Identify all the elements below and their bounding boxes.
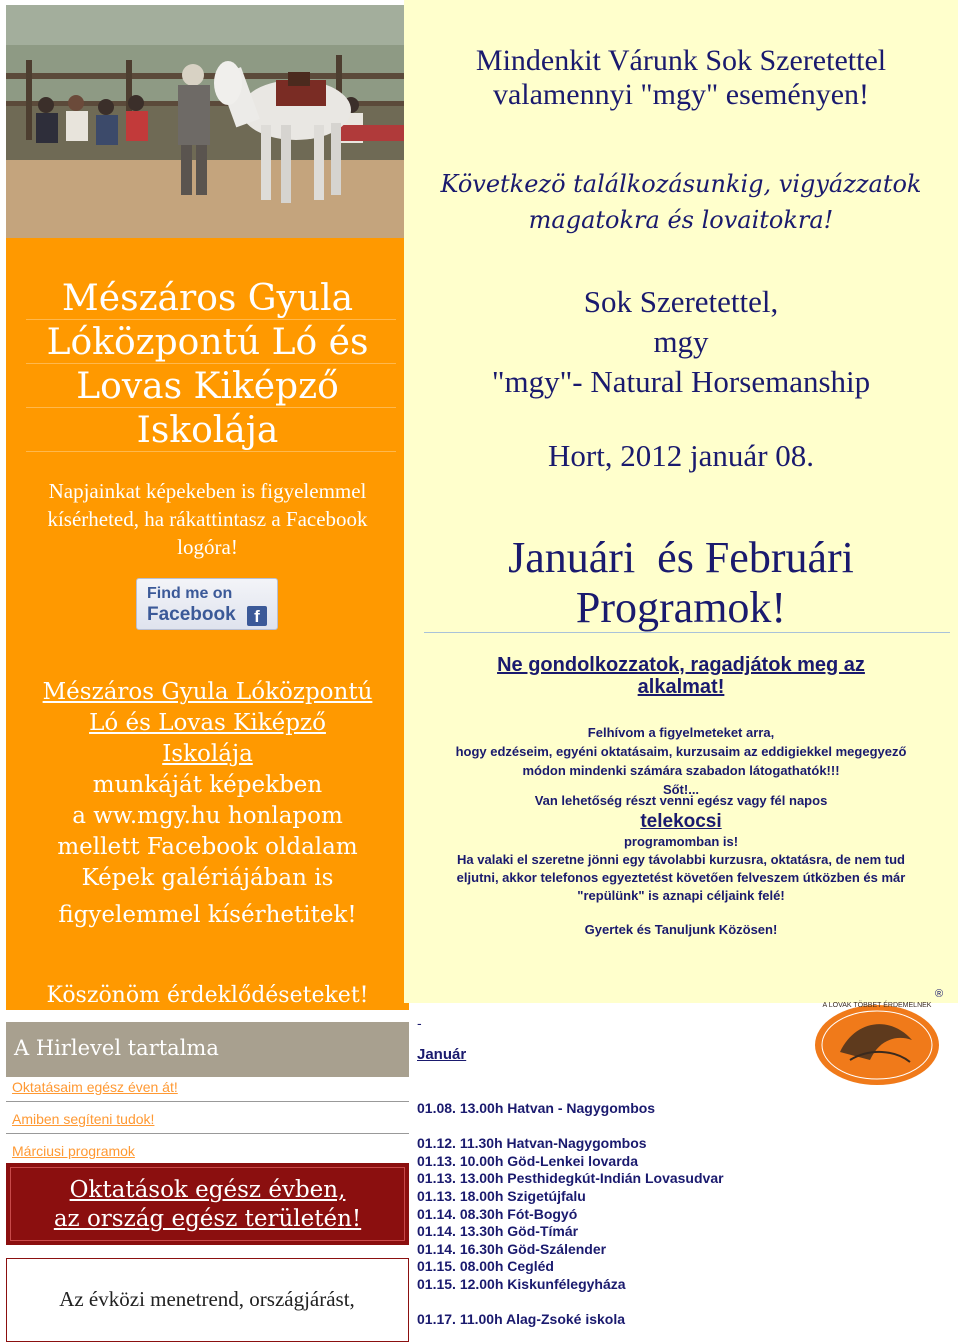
subtitle-line: kísérheted, ha rákattintasz a Facebook — [47, 507, 368, 531]
toc-link-march[interactable]: Márciusi programok — [12, 1143, 135, 1159]
signature — [404, 282, 958, 402]
pickup-text — [404, 851, 958, 905]
gallery-link[interactable]: Mészáros Gyula Lóközpontú — [42, 679, 373, 705]
farewell-text — [404, 166, 958, 238]
divider — [6, 1133, 409, 1134]
banner-title[interactable] — [6, 1176, 409, 1234]
gallery-info — [6, 677, 409, 931]
gallery-text-line: mellett Facebook oldalam — [57, 834, 358, 860]
event-item: 01.13. 18.00h Szigetújfalu — [417, 1188, 586, 1204]
signature-line: Sok Szeretettel, — [583, 284, 779, 319]
badge-facebook-text: Facebook — [147, 604, 236, 625]
event-item: 01.15. 12.00h Kiskunfélegyháza — [417, 1276, 626, 1292]
event-item: 01.12. 11.30h Hatvan-Nagygombos — [417, 1135, 647, 1151]
farewell-line: Következö találkozásunkig, vigyázzatok — [440, 170, 922, 198]
event-item: 01.14. 13.30h Göd-Tímár — [417, 1223, 579, 1239]
event-item: 01.13. 10.00h Göd-Lenkei lovarda — [417, 1153, 638, 1169]
newsletter-toc-header — [6, 1022, 409, 1077]
facebook-badge-button[interactable] — [136, 578, 278, 630]
intro-text — [404, 723, 958, 799]
welcome-line: valamennyi "mgy" eseményen! — [492, 78, 870, 111]
event-item: 01.14. 08.30h Fót-Bogyó — [417, 1206, 578, 1222]
logo-arc-text: A LOVAK TÖBBET ÉRDEMELNEK — [822, 1002, 932, 1009]
left-sidebar — [6, 5, 409, 1010]
title-line: Mészáros Gyula — [61, 278, 354, 319]
pickup-line: eljutni, akkor telefonos egyeztetést követően felveszem útközben és már — [456, 870, 906, 885]
pickup-line: "repülünk" is aznapi céljaink felé! — [577, 888, 785, 903]
programs-heading — [404, 533, 958, 633]
toc-title: A Hirlevel tartalma — [14, 1036, 219, 1060]
heading-line: Januári és Februári — [508, 533, 854, 582]
signature-line: "mgy"- Natural Horsemanship — [491, 364, 871, 399]
brand-logo — [810, 990, 945, 1090]
opportunity-text: Van lehetőség részt venni egész vagy fél napos — [534, 793, 828, 808]
banner-line: Oktatások egész évben, — [69, 1177, 346, 1203]
event-item: 01.17. 11.00h Alag-Zsoké iskola — [417, 1311, 626, 1327]
gallery-text-line: Képek galériájában is — [81, 865, 334, 891]
program-text: programomban is! — [623, 834, 739, 849]
title-line: Iskolája — [136, 410, 279, 451]
event-item: 01.08. 13.00h Hatvan - Nagygombos — [417, 1100, 656, 1116]
badge-find-text: Find me on — [147, 585, 233, 602]
slogan — [404, 654, 958, 698]
itinerary-box — [6, 1258, 409, 1342]
welcome-text — [404, 44, 958, 112]
carpool-link[interactable]: telekocsi — [640, 811, 722, 832]
title-line: Lovas Kiképző — [76, 366, 339, 407]
gallery-text-line: a ww.mgy.hu honlapom — [72, 803, 343, 829]
gallery-link[interactable]: Ló és Lovas Kiképző — [89, 710, 326, 736]
horse-training-photo — [6, 5, 409, 238]
registered-mark: ® — [935, 988, 944, 1000]
main-content — [404, 0, 958, 1003]
date-place: Hort, 2012 január 08. — [547, 438, 815, 473]
toc-link-help[interactable]: Amiben segíteni tudok! — [12, 1111, 155, 1127]
facebook-icon: f — [247, 606, 267, 626]
intro-line: Felhívom a figyelmeteket arra, — [587, 725, 775, 740]
slogan-line: alkalmat! — [637, 676, 725, 698]
subtitle-line: logóra! — [177, 535, 238, 559]
signature-line: mgy — [653, 324, 709, 359]
gallery-text-line: figyelemmel kísérhetitek! — [58, 902, 357, 928]
month-label[interactable]: Január — [417, 1046, 467, 1063]
title-line: Lóközpontú Ló és — [46, 322, 369, 363]
itinerary-text: Az évközi menetrend, országjárást, — [59, 1287, 355, 1311]
intro-line: hogy edzéseim, egyéni oktatásaim, kurzusaim az eddigiekkel megegyező — [455, 744, 907, 759]
event-item: 01.15. 08.00h Cegléd — [417, 1258, 554, 1274]
event-item: 01.13. 13.00h Pesthidegkút-Indián Lovasudvar — [417, 1170, 724, 1186]
slogan-line: Ne gondolkozzatok, ragadjátok meg az — [497, 654, 865, 676]
facebook-invite-text — [6, 477, 409, 561]
toc-link-courses[interactable]: Oktatásaim egész éven át! — [12, 1079, 178, 1095]
farewell-line: magatokra és lovaitokra! — [528, 206, 834, 234]
gallery-link[interactable]: Iskolája — [162, 741, 253, 767]
pickup-line: Ha valaki el szeretne jönni egy távolabbi kurzusra, oktatásra, de nem tud — [457, 852, 905, 867]
event-item: 01.14. 16.30h Göd-Szálender — [417, 1241, 607, 1257]
dash-mark: - — [417, 1015, 422, 1031]
gallery-text-line: munkáját képekben — [92, 772, 323, 798]
intro-line: Sőt!... — [662, 782, 700, 797]
divider — [26, 363, 396, 364]
divider — [26, 451, 396, 452]
divider — [26, 319, 396, 320]
welcome-line: Mindenkit Várunk Sok Szeretettel — [475, 44, 887, 77]
heading-line: Programok! — [575, 583, 787, 632]
school-title — [6, 277, 409, 453]
closing-text: Gyertek és Tanuljunk Közösen! — [584, 922, 778, 937]
intro-line: módon mindenki számára szabadon látogathatók!!! — [522, 763, 840, 778]
divider — [6, 1101, 409, 1102]
subtitle-line: Napjainkat képekeben is figyelemmel — [48, 479, 367, 503]
horse-photo-illustration — [6, 5, 409, 238]
divider — [424, 632, 950, 633]
thanks-text: Köszönöm érdeklődéseteket! — [46, 983, 369, 1008]
courses-banner — [6, 1163, 409, 1245]
divider — [26, 407, 396, 408]
banner-line: az ország egész területén! — [53, 1206, 362, 1232]
